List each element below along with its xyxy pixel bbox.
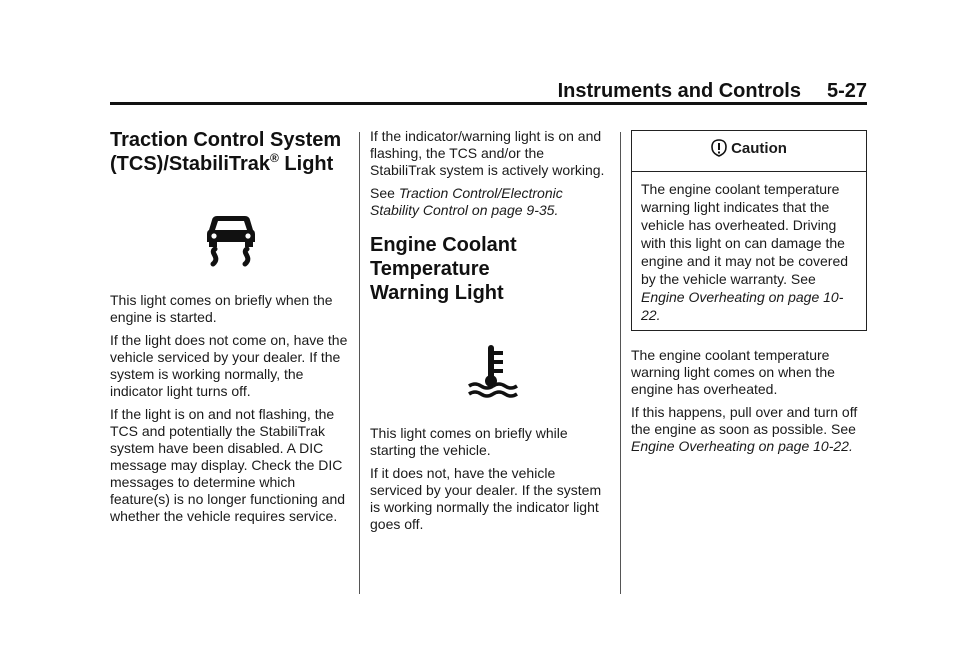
cross-reference-link[interactable]: Engine Overheating on page 10-22. xyxy=(641,289,844,323)
see-prefix: See xyxy=(370,185,399,201)
overheat-paragraph: The engine coolant temperature warning light comes on when the engine has overheated. xyxy=(631,347,835,397)
caution-divider xyxy=(632,171,866,172)
tcs-paragraph: If the light does not come on, have the vehicle serviced by your dealer. If the system is working normally, the indicator light turns off. xyxy=(110,332,348,399)
coolant-heading: Engine Coolant Temperature Warning Light xyxy=(370,234,517,304)
traction-control-icon xyxy=(203,212,259,268)
column-divider xyxy=(620,132,621,594)
page-number: 5-27 xyxy=(826,80,867,102)
caution-body: The engine coolant temperature warning light indicates that the vehicle has overheated. Driving with this light on can damage the engine and it may not be covered by the vehicle warranty. See xyxy=(641,181,849,287)
overheat-paragraph xyxy=(631,404,871,455)
tcs-paragraph: If the indicator/warning light is on and flashing, the TCS and/or the StabiliTrak system is actively working. xyxy=(370,128,605,178)
coolant-paragraph: This light comes on briefly while starting the vehicle. xyxy=(370,425,568,458)
registered-mark: ® xyxy=(270,151,279,165)
cross-reference-link[interactable]: Traction Control/Electronic Stability Control on page 9-35. xyxy=(370,185,563,218)
tcs-heading-line2: (TCS)/StabiliTrak xyxy=(110,153,271,175)
tcs-heading-line1: Traction Control System xyxy=(110,129,342,151)
tcs-heading xyxy=(110,128,350,176)
coolant-paragraph: If it does not, have the vehicle serviced by your dealer. If the system is working normally the indicator light goes off. xyxy=(370,465,602,532)
caution-title: Caution xyxy=(731,140,787,157)
tcs-paragraph: This light comes on briefly when the engine is started. xyxy=(110,292,333,325)
tcs-paragraph: If the light is on and not flashing, the TCS and potentially the StabiliTrak system have been disabled. A DIC message may display. Check the DIC messages to determine which feature(s) is no longer functioning and whether the vehicle requires service. xyxy=(110,406,346,524)
tcs-see-reference xyxy=(370,185,610,219)
tcs-heading-end: Light xyxy=(278,153,334,175)
column-2 xyxy=(370,128,610,539)
overheat-text: If this happens, pull over and turn off the engine as soon as possible. See xyxy=(631,404,858,437)
caution-header xyxy=(641,139,857,161)
column-divider xyxy=(359,132,360,594)
section-title: Instruments and Controls xyxy=(557,80,801,102)
header-rule xyxy=(110,102,867,105)
cross-reference-link[interactable]: Engine Overheating on page 10-22. xyxy=(631,438,853,454)
caution-box xyxy=(631,130,867,331)
caution-icon xyxy=(711,139,727,161)
page-header xyxy=(558,80,867,103)
caution-text xyxy=(641,180,857,324)
column-1 xyxy=(110,128,350,531)
coolant-temperature-icon xyxy=(467,343,519,399)
column-3 xyxy=(631,128,871,461)
